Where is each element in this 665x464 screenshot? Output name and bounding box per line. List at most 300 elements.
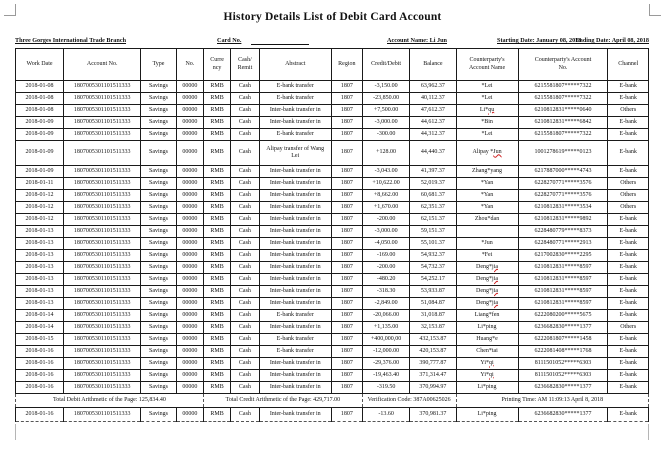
cell-account-no: 1807005301101511333 bbox=[64, 358, 141, 370]
transaction-row bbox=[16, 298, 649, 310]
cell-cash-remit: Cash bbox=[231, 358, 259, 370]
cell-counterparty-account-no: 6228270771*****3576 bbox=[518, 190, 608, 202]
cell-type: Savings bbox=[141, 141, 176, 166]
cell-counterparty-name bbox=[456, 408, 518, 422]
cell-type: Savings bbox=[141, 178, 176, 190]
counterparty-name-misspelled: qu bbox=[488, 106, 495, 113]
cell-channel: E-bank bbox=[608, 286, 649, 298]
cell-balance: 420,153.87 bbox=[410, 346, 456, 358]
counterparty-name-text: Deng* bbox=[476, 263, 493, 270]
cell-counterparty-account-no: 6228480779*****8373 bbox=[518, 226, 608, 238]
card-no-blank bbox=[251, 37, 309, 45]
cell-cash-remit: Cash bbox=[231, 81, 259, 93]
cell-type: Savings bbox=[141, 262, 176, 274]
transaction-row bbox=[16, 81, 649, 93]
branch-name: Three Gorges International Trade Branch bbox=[15, 37, 127, 44]
cell-currency: RMB bbox=[203, 202, 230, 214]
cell-counterparty-name bbox=[456, 310, 518, 322]
cell-currency: RMB bbox=[203, 334, 230, 346]
cell-no: 00000 bbox=[176, 129, 203, 141]
cell-channel: E-bank bbox=[608, 129, 649, 141]
cell-currency: RMB bbox=[203, 166, 230, 178]
cell-counterparty-account-no: 6215581807*****7322 bbox=[518, 93, 608, 105]
transaction-row bbox=[16, 310, 649, 322]
cell-counterparty-name bbox=[456, 93, 518, 105]
cell-channel: Others bbox=[608, 105, 649, 117]
transaction-row bbox=[16, 250, 649, 262]
cell-no: 00000 bbox=[176, 202, 203, 214]
cell-currency: RMB bbox=[203, 322, 230, 334]
transaction-row bbox=[16, 93, 649, 105]
cell-balance: 390,777.87 bbox=[410, 358, 456, 370]
counterparty-name-text: *Lei bbox=[481, 130, 493, 137]
counterparty-name-misspelled: jia bbox=[492, 275, 499, 282]
counterparty-name-misspelled: jia bbox=[492, 287, 499, 294]
cell-type: Savings bbox=[141, 202, 176, 214]
cell-cash-remit: Cash bbox=[231, 117, 259, 129]
cell-currency: RMB bbox=[203, 358, 230, 370]
transaction-row bbox=[16, 141, 649, 166]
cell-abstract: Inter-bank transfer in bbox=[259, 202, 331, 214]
cell-type: Savings bbox=[141, 166, 176, 178]
column-header: Counterparty's Account No. bbox=[518, 49, 608, 81]
cell-channel: E-bank bbox=[608, 358, 649, 370]
cell-counterparty-name bbox=[456, 202, 518, 214]
cell-channel: E-bank bbox=[608, 262, 649, 274]
cell-cash-remit: Cash bbox=[231, 202, 259, 214]
cell-cash-remit: Cash bbox=[231, 298, 259, 310]
cell-channel: E-bank bbox=[608, 334, 649, 346]
counterparty-name-text: Li* bbox=[479, 106, 489, 113]
cell-counterparty-account-no: 6215581807*****7322 bbox=[518, 81, 608, 93]
cell-no: 00000 bbox=[176, 238, 203, 250]
counterparty-name-misspelled: Jun bbox=[493, 149, 502, 156]
cell-credit-debit: -29,376.00 bbox=[362, 358, 409, 370]
cell-account-no: 1807005301101511333 bbox=[64, 408, 141, 422]
cell-abstract: Inter-bank transfer in bbox=[259, 190, 331, 202]
cell-no: 00000 bbox=[176, 334, 203, 346]
cell-credit-debit: -3,000.00 bbox=[362, 226, 409, 238]
cell-type: Savings bbox=[141, 214, 176, 226]
cell-no: 00000 bbox=[176, 346, 203, 358]
counterparty-name-text: Yi* bbox=[480, 371, 490, 378]
cell-counterparty-account-no: 6210812831*****8597 bbox=[518, 262, 608, 274]
transaction-row bbox=[16, 190, 649, 202]
table-body bbox=[16, 81, 649, 422]
cell-credit-debit: -23,850.00 bbox=[362, 93, 409, 105]
cell-type: Savings bbox=[141, 250, 176, 262]
cell-credit-debit: -20,066.00 bbox=[362, 310, 409, 322]
cell-work-date: 2018-01-15 bbox=[16, 334, 64, 346]
cell-credit-debit: -200.00 bbox=[362, 214, 409, 226]
cell-type: Savings bbox=[141, 358, 176, 370]
counterparty-name-text: *Lei bbox=[481, 82, 493, 89]
counterparty-name-text: Yi* bbox=[480, 359, 490, 366]
cell-region: 1807 bbox=[331, 408, 362, 422]
cell-account-no: 1807005301101511333 bbox=[64, 93, 141, 105]
cell-currency: RMB bbox=[203, 346, 230, 358]
cell-channel: E-bank bbox=[608, 346, 649, 358]
cell-region: 1807 bbox=[331, 129, 362, 141]
cell-currency: RMB bbox=[203, 141, 230, 166]
cell-credit-debit: +1,135.00 bbox=[362, 322, 409, 334]
cell-account-no: 1807005301101511333 bbox=[64, 105, 141, 117]
cell-credit-debit: -169.00 bbox=[362, 250, 409, 262]
table-header bbox=[16, 49, 649, 81]
cell-balance: 52,019.37 bbox=[410, 178, 456, 190]
cell-account-no: 1807005301101511333 bbox=[64, 166, 141, 178]
cell-work-date: 2018-01-11 bbox=[16, 178, 64, 190]
cell-cash-remit: Cash bbox=[231, 408, 259, 422]
cell-work-date: 2018-01-12 bbox=[16, 214, 64, 226]
cell-abstract: Inter-bank transfer in bbox=[259, 226, 331, 238]
cell-counterparty-name bbox=[456, 117, 518, 129]
card-no-label: Card No. bbox=[217, 37, 242, 44]
cell-abstract: Inter-bank transfer in bbox=[259, 166, 331, 178]
text-boundary-mark bbox=[648, 424, 649, 440]
cell-counterparty-name bbox=[456, 81, 518, 93]
cell-currency: RMB bbox=[203, 129, 230, 141]
column-header: Counterparty's Account Name bbox=[456, 49, 518, 81]
cell-cash-remit: Cash bbox=[231, 129, 259, 141]
cell-credit-debit: -13.60 bbox=[362, 408, 409, 422]
cell-no: 00000 bbox=[176, 166, 203, 178]
cell-account-no: 1807005301101511333 bbox=[64, 250, 141, 262]
cell-account-no: 1807005301101511333 bbox=[64, 334, 141, 346]
cell-credit-debit: -200.00 bbox=[362, 262, 409, 274]
cell-type: Savings bbox=[141, 117, 176, 129]
transaction-row bbox=[16, 334, 649, 346]
cell-work-date: 2018-01-08 bbox=[16, 105, 64, 117]
cell-abstract: E-bank transfer bbox=[259, 310, 331, 322]
cell-no: 00000 bbox=[176, 214, 203, 226]
cell-counterparty-name bbox=[456, 358, 518, 370]
transaction-row bbox=[16, 382, 649, 394]
cell-type: Savings bbox=[141, 226, 176, 238]
cell-abstract: E-bank transfer bbox=[259, 81, 331, 93]
counterparty-name-text: *Yan bbox=[480, 191, 494, 198]
cell-channel: Others bbox=[608, 190, 649, 202]
cell-currency: RMB bbox=[203, 226, 230, 238]
cell-currency: RMB bbox=[203, 190, 230, 202]
cell-channel: E-bank bbox=[608, 238, 649, 250]
cell-cash-remit: Cash bbox=[231, 370, 259, 382]
cell-region: 1807 bbox=[331, 370, 362, 382]
cell-region: 1807 bbox=[331, 117, 362, 129]
cell-region: 1807 bbox=[331, 286, 362, 298]
cell-balance: 47,612.37 bbox=[410, 105, 456, 117]
counterparty-name-text: *Lei bbox=[481, 94, 493, 101]
text-boundary-mark bbox=[15, 424, 16, 440]
cell-region: 1807 bbox=[331, 322, 362, 334]
counterparty-name-text: Zhang*yang bbox=[472, 167, 503, 174]
cell-work-date: 2018-01-09 bbox=[16, 117, 64, 129]
page-title: History Details List of Debit Card Account bbox=[223, 11, 442, 23]
cell-counterparty-name bbox=[456, 250, 518, 262]
cell-currency: RMB bbox=[203, 117, 230, 129]
cell-credit-debit: +1,670.00 bbox=[362, 202, 409, 214]
cell-cash-remit: Cash bbox=[231, 250, 259, 262]
cell-counterparty-name bbox=[456, 238, 518, 250]
cell-balance: 432,153.87 bbox=[410, 334, 456, 346]
cell-cash-remit: Cash bbox=[231, 382, 259, 394]
cell-balance: 44,312.37 bbox=[410, 129, 456, 141]
cell-work-date: 2018-01-13 bbox=[16, 298, 64, 310]
cell-region: 1807 bbox=[331, 105, 362, 117]
cell-type: Savings bbox=[141, 298, 176, 310]
counterparty-name-text: Deng* bbox=[476, 275, 493, 282]
cell-credit-debit: -3,043.00 bbox=[362, 166, 409, 178]
cell-abstract: Inter-bank transfer in bbox=[259, 105, 331, 117]
cell-counterparty-name bbox=[456, 105, 518, 117]
counterparty-name-text: Chen*tai bbox=[476, 347, 498, 354]
cell-account-no: 1807005301101511333 bbox=[64, 141, 141, 166]
cell-credit-debit: -4,050.00 bbox=[362, 238, 409, 250]
transaction-row bbox=[16, 346, 649, 358]
cell-counterparty-name bbox=[456, 262, 518, 274]
total-credit: Total Credit Arithmetic of the Page: 429,717.00 bbox=[203, 394, 362, 408]
header-row bbox=[16, 49, 649, 81]
cell-counterparty-name bbox=[456, 346, 518, 358]
cell-counterparty-account-no: 6222081807*****1458 bbox=[518, 334, 608, 346]
cell-cash-remit: Cash bbox=[231, 238, 259, 250]
printing-time: Printing Time: AM 11:09:13 April 8, 2018 bbox=[456, 394, 648, 408]
cell-account-no: 1807005301101511333 bbox=[64, 178, 141, 190]
cell-counterparty-account-no: 8111501052*****6303 bbox=[518, 358, 608, 370]
cell-credit-debit: -319.50 bbox=[362, 382, 409, 394]
cell-region: 1807 bbox=[331, 274, 362, 286]
cell-type: Savings bbox=[141, 105, 176, 117]
counterparty-name-misspelled: jia bbox=[492, 263, 499, 270]
cell-balance: 54,932.37 bbox=[410, 250, 456, 262]
cell-account-no: 1807005301101511333 bbox=[64, 346, 141, 358]
cell-counterparty-name bbox=[456, 322, 518, 334]
cell-balance: 62,351.37 bbox=[410, 202, 456, 214]
counterparty-name-misspelled: qi bbox=[489, 359, 494, 366]
cell-account-no: 1807005301101511333 bbox=[64, 310, 141, 322]
counterparty-name-text: *Yan bbox=[480, 203, 494, 210]
cell-channel: E-bank bbox=[608, 298, 649, 310]
cell-abstract: Inter-bank transfer in bbox=[259, 322, 331, 334]
cell-balance: 59,151.37 bbox=[410, 226, 456, 238]
cell-channel: E-bank bbox=[608, 250, 649, 262]
cell-work-date: 2018-01-09 bbox=[16, 166, 64, 178]
cell-counterparty-account-no: 1001278619*****0123 bbox=[518, 141, 608, 166]
cell-abstract: Inter-bank transfer in bbox=[259, 178, 331, 190]
cell-type: Savings bbox=[141, 93, 176, 105]
transaction-row bbox=[16, 129, 649, 141]
cell-currency: RMB bbox=[203, 408, 230, 422]
cell-currency: RMB bbox=[203, 286, 230, 298]
cell-region: 1807 bbox=[331, 310, 362, 322]
cell-account-no: 1807005301101511333 bbox=[64, 117, 141, 129]
transactions-table bbox=[15, 48, 649, 422]
cell-no: 00000 bbox=[176, 262, 203, 274]
cell-no: 00000 bbox=[176, 190, 203, 202]
cell-currency: RMB bbox=[203, 238, 230, 250]
cell-channel: Others bbox=[608, 178, 649, 190]
cell-no: 00000 bbox=[176, 81, 203, 93]
cell-work-date: 2018-01-13 bbox=[16, 226, 64, 238]
cell-no: 00000 bbox=[176, 141, 203, 166]
cell-abstract: Inter-bank transfer in bbox=[259, 408, 331, 422]
cell-no: 00000 bbox=[176, 298, 203, 310]
cell-account-no: 1807005301101511333 bbox=[64, 238, 141, 250]
cell-type: Savings bbox=[141, 382, 176, 394]
cell-counterparty-name bbox=[456, 166, 518, 178]
cell-currency: RMB bbox=[203, 178, 230, 190]
cell-work-date: 2018-01-16 bbox=[16, 408, 64, 422]
column-header: Curre ncy bbox=[203, 49, 230, 81]
cell-counterparty-name bbox=[456, 382, 518, 394]
cell-channel: E-bank bbox=[608, 93, 649, 105]
cell-cash-remit: Cash bbox=[231, 93, 259, 105]
cell-type: Savings bbox=[141, 334, 176, 346]
cell-balance: 31,018.87 bbox=[410, 310, 456, 322]
cell-channel: Others bbox=[608, 202, 649, 214]
transaction-row bbox=[16, 286, 649, 298]
cell-channel: E-bank bbox=[608, 226, 649, 238]
cell-balance: 55,101.37 bbox=[410, 238, 456, 250]
cell-balance: 370,994.97 bbox=[410, 382, 456, 394]
column-header: No. bbox=[176, 49, 203, 81]
cell-counterparty-account-no: 6210812831*****6842 bbox=[518, 117, 608, 129]
counterparty-name-text: Deng* bbox=[476, 287, 493, 294]
cell-work-date: 2018-01-13 bbox=[16, 238, 64, 250]
cell-channel: E-bank bbox=[608, 382, 649, 394]
counterparty-name-text: Zhou*dan bbox=[474, 215, 500, 222]
cell-balance: 54,252.17 bbox=[410, 274, 456, 286]
cell-type: Savings bbox=[141, 129, 176, 141]
cell-currency: RMB bbox=[203, 81, 230, 93]
transaction-row bbox=[16, 105, 649, 117]
cell-no: 00000 bbox=[176, 178, 203, 190]
cell-currency: RMB bbox=[203, 93, 230, 105]
cell-no: 00000 bbox=[176, 250, 203, 262]
cell-account-no: 1807005301101511333 bbox=[64, 202, 141, 214]
cell-channel: E-bank bbox=[608, 141, 649, 166]
cell-region: 1807 bbox=[331, 166, 362, 178]
cell-currency: RMB bbox=[203, 298, 230, 310]
transaction-row bbox=[16, 226, 649, 238]
cell-abstract: Alipay transfer of Wang Lei bbox=[259, 141, 331, 166]
cell-region: 1807 bbox=[331, 190, 362, 202]
cell-balance: 62,151.37 bbox=[410, 214, 456, 226]
cell-abstract: Inter-bank transfer in bbox=[259, 274, 331, 286]
cell-abstract: Inter-bank transfer in bbox=[259, 298, 331, 310]
transaction-row bbox=[16, 166, 649, 178]
transaction-row bbox=[16, 117, 649, 129]
cell-cash-remit: Cash bbox=[231, 178, 259, 190]
cell-region: 1807 bbox=[331, 81, 362, 93]
cell-counterparty-name bbox=[456, 129, 518, 141]
cell-work-date: 2018-01-12 bbox=[16, 190, 64, 202]
transaction-row bbox=[16, 370, 649, 382]
cell-counterparty-name bbox=[456, 370, 518, 382]
transaction-row bbox=[16, 358, 649, 370]
counterparty-name-text: *Bin bbox=[481, 118, 493, 125]
cell-type: Savings bbox=[141, 408, 176, 422]
cell-work-date: 2018-01-16 bbox=[16, 358, 64, 370]
cell-counterparty-account-no: 6236682830*****1377 bbox=[518, 382, 608, 394]
cell-abstract: Inter-bank transfer in bbox=[259, 370, 331, 382]
cell-work-date: 2018-01-13 bbox=[16, 250, 64, 262]
transaction-row bbox=[16, 274, 649, 286]
cell-cash-remit: Cash bbox=[231, 262, 259, 274]
transaction-row bbox=[16, 322, 649, 334]
counterparty-name-text: Li*ping bbox=[477, 410, 497, 417]
cell-credit-debit: +7,500.00 bbox=[362, 105, 409, 117]
cell-credit-debit: +400,000,00 bbox=[362, 334, 409, 346]
cell-balance: 44,612.37 bbox=[410, 117, 456, 129]
cell-cash-remit: Cash bbox=[231, 141, 259, 166]
transaction-row bbox=[16, 214, 649, 226]
cell-channel: E-bank bbox=[608, 81, 649, 93]
counterparty-name-misspelled: qi bbox=[489, 371, 494, 378]
cell-abstract: Inter-bank transfer in bbox=[259, 117, 331, 129]
cell-counterparty-account-no: 6228270771*****3576 bbox=[518, 178, 608, 190]
cell-type: Savings bbox=[141, 370, 176, 382]
cell-region: 1807 bbox=[331, 93, 362, 105]
total-debit: Total Debit Arithmetic of the Page: 125,834.40 bbox=[16, 394, 204, 408]
column-header: Type bbox=[141, 49, 176, 81]
cell-work-date: 2018-01-09 bbox=[16, 129, 64, 141]
cell-account-no: 1807005301101511333 bbox=[64, 298, 141, 310]
column-header: Credit/Debit bbox=[362, 49, 409, 81]
cell-cash-remit: Cash bbox=[231, 286, 259, 298]
counterparty-name-text: Li*ping bbox=[477, 383, 497, 390]
cell-work-date: 2018-01-08 bbox=[16, 81, 64, 93]
cell-abstract: E-bank transfer bbox=[259, 334, 331, 346]
cell-account-no: 1807005301101511333 bbox=[64, 262, 141, 274]
page-totals-row bbox=[16, 394, 649, 408]
cell-no: 00000 bbox=[176, 322, 203, 334]
verification-code: Verification Code: 387A00625026 bbox=[362, 394, 456, 408]
counterparty-name-text: *Yan bbox=[480, 179, 494, 186]
cell-type: Savings bbox=[141, 346, 176, 358]
cell-channel: E-bank bbox=[608, 274, 649, 286]
cell-account-no: 1807005301101511333 bbox=[64, 370, 141, 382]
cell-counterparty-name bbox=[456, 226, 518, 238]
cell-counterparty-account-no: 6210812831*****9892 bbox=[518, 214, 608, 226]
cell-balance: 53,933.87 bbox=[410, 286, 456, 298]
cell-account-no: 1807005301101511333 bbox=[64, 226, 141, 238]
cell-balance: 32,153.87 bbox=[410, 322, 456, 334]
cell-work-date: 2018-01-13 bbox=[16, 286, 64, 298]
cell-credit-debit: -480.20 bbox=[362, 274, 409, 286]
cell-account-no: 1807005301101511333 bbox=[64, 129, 141, 141]
cell-channel: E-bank bbox=[608, 117, 649, 129]
column-header: Abstract bbox=[259, 49, 331, 81]
cell-balance: 371,314.47 bbox=[410, 370, 456, 382]
transaction-row bbox=[16, 178, 649, 190]
cell-no: 00000 bbox=[176, 226, 203, 238]
cell-counterparty-name bbox=[456, 141, 518, 166]
cell-region: 1807 bbox=[331, 262, 362, 274]
cell-counterparty-account-no: 6210812831*****8597 bbox=[518, 286, 608, 298]
cell-type: Savings bbox=[141, 190, 176, 202]
cell-account-no: 1807005301101511333 bbox=[64, 322, 141, 334]
cell-credit-debit: -300.00 bbox=[362, 129, 409, 141]
cell-work-date: 2018-01-16 bbox=[16, 382, 64, 394]
cell-counterparty-account-no: 6222080200*****5675 bbox=[518, 310, 608, 322]
cell-abstract: E-bank transfer bbox=[259, 93, 331, 105]
cell-credit-debit: -318.30 bbox=[362, 286, 409, 298]
cell-balance: 54,732.37 bbox=[410, 262, 456, 274]
cell-no: 00000 bbox=[176, 310, 203, 322]
cell-currency: RMB bbox=[203, 105, 230, 117]
column-header: Balance bbox=[410, 49, 456, 81]
